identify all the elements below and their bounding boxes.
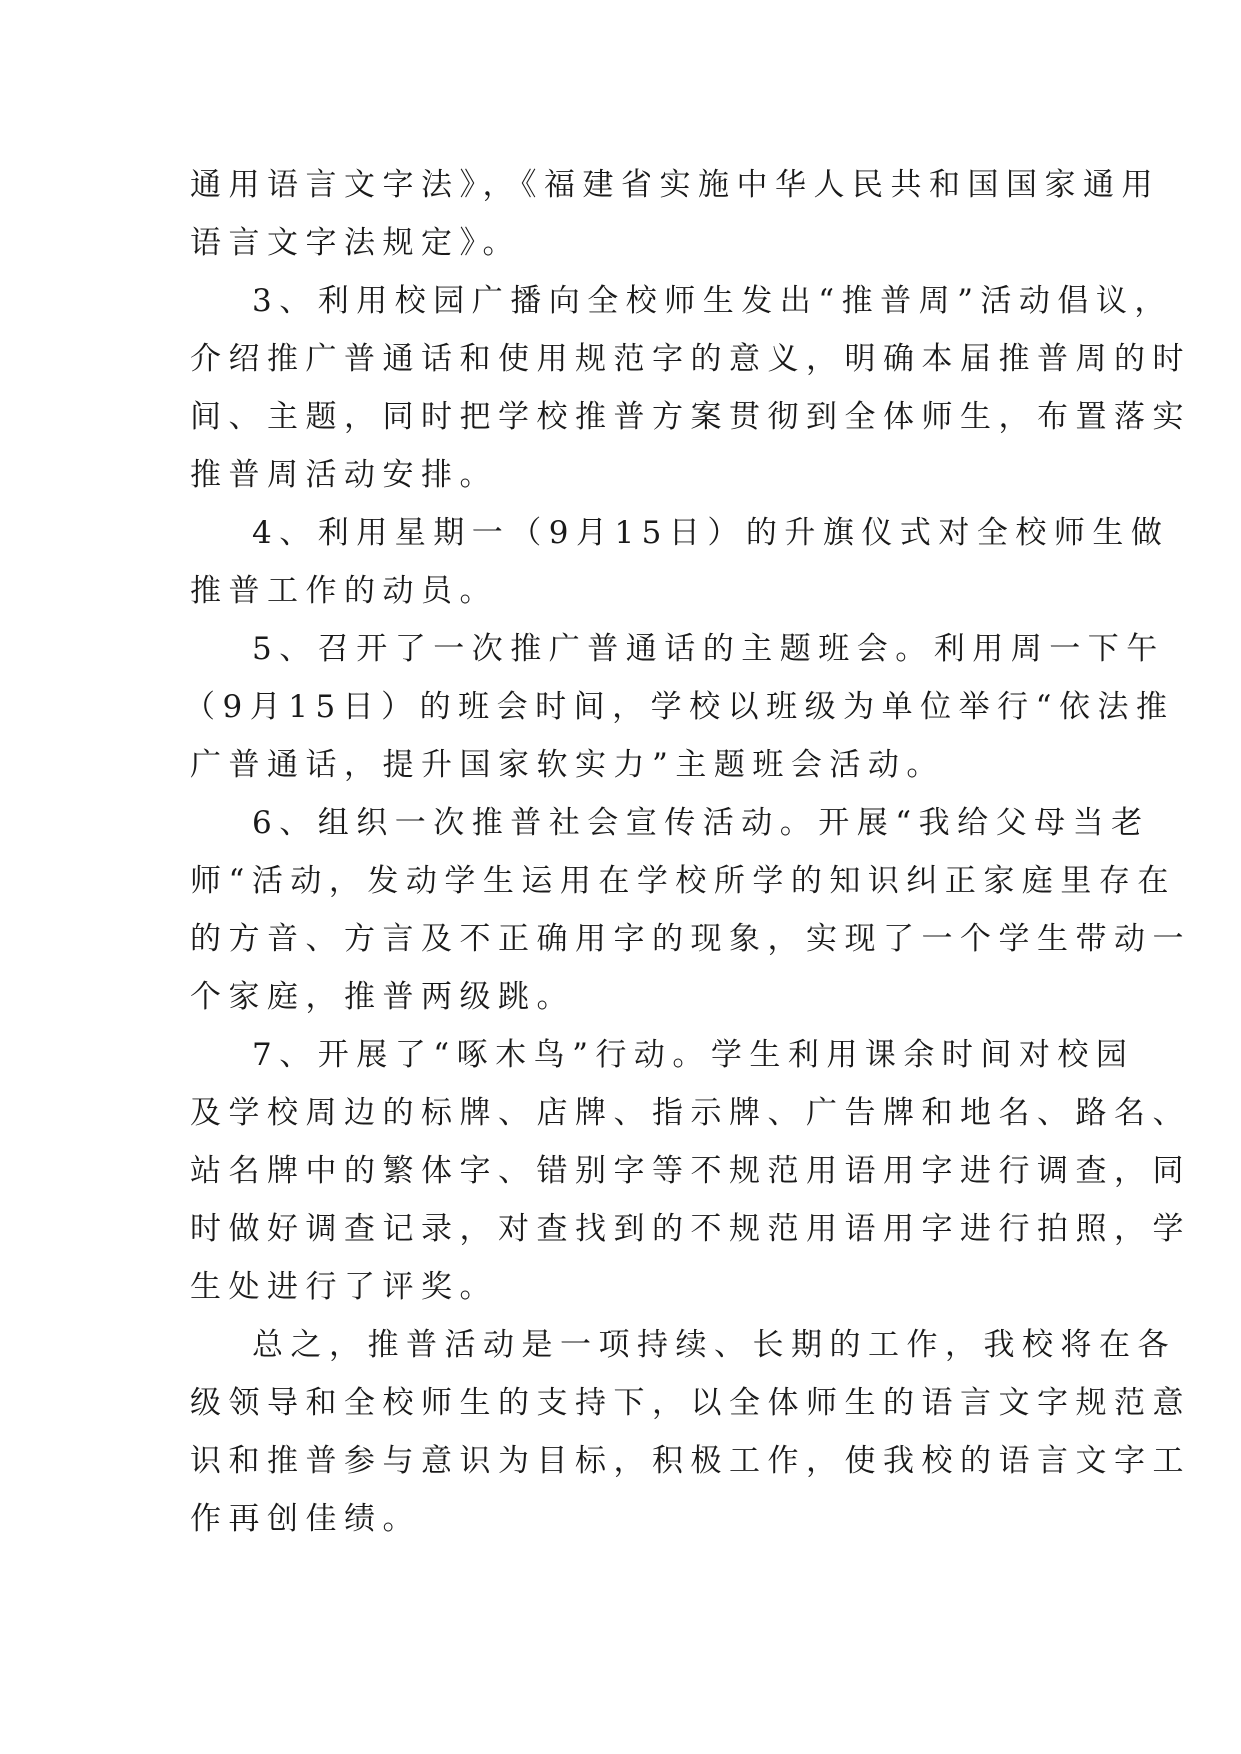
text-line: 级领导和全校师生的支持下，以全体师生的语言文字规范意 (190, 1385, 1191, 1421)
text-line: 及学校周边的标牌、店牌、指示牌、广告牌和地名、路名、 (190, 1095, 1191, 1131)
paragraph-first-line: 3、利用校园广播向全校师生发出“推普周”活动倡议， (252, 283, 1173, 319)
text-line: 个家庭，推普两级跳。 (190, 979, 575, 1015)
text-line: 间、主题，同时把学校推普方案贯彻到全体师生，布置落实 (190, 399, 1191, 435)
paragraph-first-line: 5、召开了一次推广普通话的主题班会。利用周一下午 (252, 631, 1165, 667)
text-line: 生处进行了评奖。 (190, 1269, 498, 1305)
text-line: 推普工作的动员。 (190, 573, 498, 609)
paragraph-first-line: 4、利用星期一（9月15日）的升旗仪式对全校师生做 (252, 515, 1170, 551)
text-line: 介绍推广普通话和使用规范字的意义，明确本届推普周的时 (190, 341, 1191, 377)
text-line: 通用语言文字法》，《福建省实施中华人民共和国国家通用 (190, 167, 1160, 203)
text-line: 语言文字法规定》。 (190, 225, 521, 261)
text-line: 推普周活动安排。 (190, 457, 498, 493)
text-line: （9月15日）的班会时间，学校以班级为单位举行“依法推 (184, 689, 1175, 725)
text-line: 的方音、方言及不正确用字的现象，实现了一个学生带动一 (190, 921, 1191, 957)
text-line: 广普通话，提升国家软实力”主题班会活动。 (190, 747, 945, 783)
paragraph-first-line: 总之，推普活动是一项持续、长期的工作，我校将在各 (252, 1327, 1176, 1363)
paragraph-first-line: 6、组织一次推普社会宣传活动。开展“我给父母当老 (252, 805, 1150, 841)
paragraph-first-line: 7、开展了“啄木鸟”行动。学生利用课余时间对校园 (252, 1037, 1135, 1073)
text-line: 时做好调查记录，对查找到的不规范用语用字进行拍照，学 (190, 1211, 1191, 1247)
text-line: 师“活动，发动学生运用在学校所学的知识纠正家庭里存在 (190, 863, 1176, 899)
text-line: 识和推普参与意识为目标，积极工作，使我校的语言文字工 (190, 1443, 1191, 1479)
text-line: 站名牌中的繁体字、错别字等不规范用语用字进行调查，同 (190, 1153, 1191, 1189)
text-line: 作再创佳绩。 (190, 1501, 421, 1537)
